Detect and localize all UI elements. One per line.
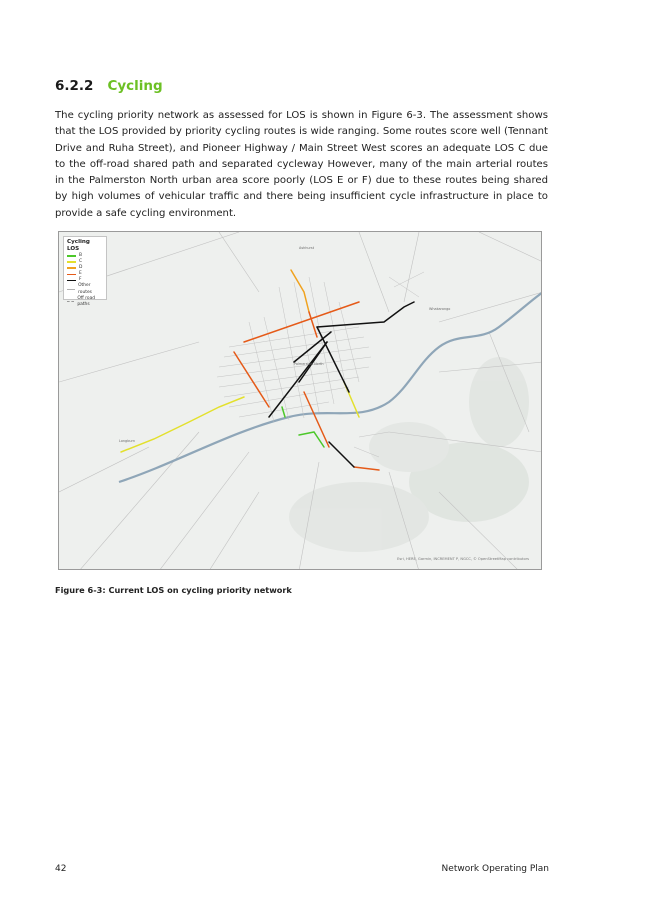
terrain-shading (289, 357, 529, 552)
los-routes (121, 270, 414, 470)
legend-swatch-other-routes (67, 289, 75, 291)
page-number: 42 (55, 864, 67, 874)
route-los-e-5 (354, 467, 379, 470)
route-los-e-4 (304, 392, 329, 447)
place-longburn: Longburn (119, 439, 135, 443)
legend-label-b: B (79, 253, 83, 258)
legend-swatch-f (67, 280, 76, 282)
figure-caption: Figure 6-3: Current LOS on cycling priority network (55, 585, 292, 595)
legend-label-c: C (79, 259, 83, 265)
place-whakarongo: Whakarongo (429, 307, 451, 311)
route-los-b-1 (299, 432, 324, 447)
route-los-e-3 (309, 312, 317, 337)
legend-swatch-off-road-paths (67, 301, 74, 302)
route-los-f-4 (294, 332, 331, 362)
section-number: 6.2.2 (55, 78, 94, 94)
legend-item-off-road-paths (67, 296, 103, 308)
map-legend (63, 236, 107, 307)
legend-label-d: D (79, 265, 83, 271)
route-los-b-2 (282, 407, 285, 417)
section-heading (55, 78, 163, 94)
place-ashhurst: Ashhurst (299, 246, 315, 250)
legend-title: Cycling LOS (67, 239, 90, 252)
route-los-c-west (121, 397, 244, 452)
legend-label-e: E (79, 271, 82, 277)
legend-item-other-routes (67, 283, 103, 295)
route-los-f-6 (329, 442, 354, 467)
route-los-f-2 (317, 327, 349, 392)
legend-swatch-c (67, 261, 76, 263)
map-attribution: Esri, HERE, Garmin, INCREMENT P, NGCC, © OpenStreetMap contributors (397, 557, 529, 561)
legend-label-other-routes: Other routes (78, 283, 92, 295)
route-los-d-north (291, 270, 309, 312)
place-palmerston-north: Palmerston North (294, 362, 324, 366)
document-title: Network Operating Plan (441, 864, 549, 874)
map-figure (58, 231, 542, 570)
map-svg (59, 232, 542, 570)
route-los-f-1 (317, 302, 414, 327)
legend-label-f: F (79, 277, 82, 283)
legend-label-off-road-paths: Off road paths (77, 295, 96, 307)
section-title: Cycling (107, 78, 163, 94)
legend-swatch-e (67, 274, 76, 276)
legend-swatch-d (67, 267, 76, 269)
body-paragraph: The cycling priority network as assessed for LOS is shown in Figure 6-3. The assessment shows that the LOS provided by priority cycling routes is wide ranging. Some routes score well (Tennant Drive and Ruha Street), and Pioneer Highway / Main Street West scores an adequate LOS C due to the off-road shared path and separated cycleway However, many of the main arterial routes in the Palmerston North urban area score poorly (LOS E or F) due to these routes being shared by high volumes of vehicular traffic and there being insufficient cycle infrastructure in place to provide a safe cycling environment. (55, 110, 548, 219)
legend-swatch-b (67, 255, 76, 257)
